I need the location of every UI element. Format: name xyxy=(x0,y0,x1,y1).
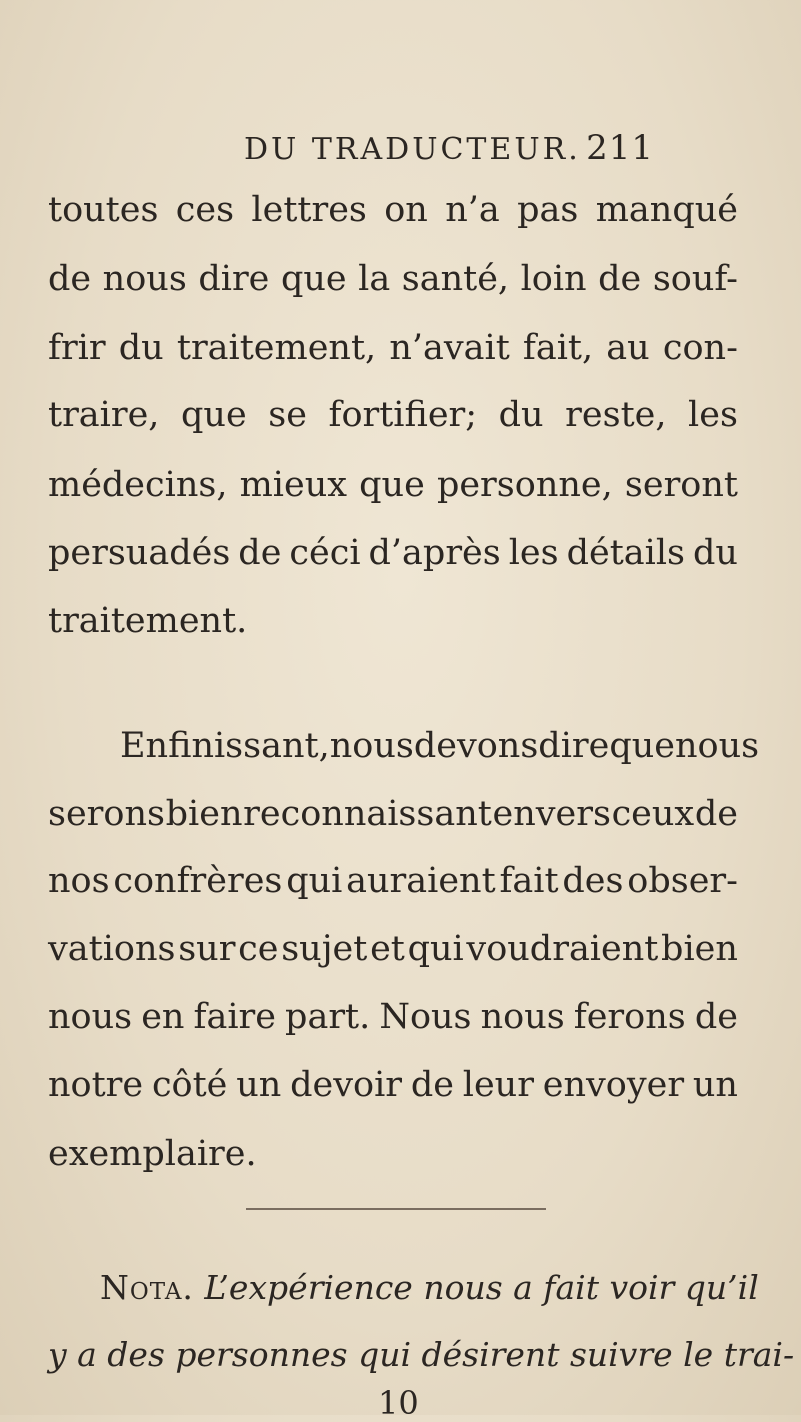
text-line xyxy=(48,533,738,573)
running-head xyxy=(244,128,654,180)
word: fait xyxy=(499,861,559,901)
word: que xyxy=(359,465,425,505)
word: nos xyxy=(48,861,110,901)
word: de xyxy=(694,997,738,1037)
word: devoir xyxy=(290,1065,402,1105)
word: ces xyxy=(175,190,235,230)
word: de xyxy=(410,1065,454,1105)
text-line xyxy=(48,794,738,834)
text-line xyxy=(48,861,738,901)
text-line xyxy=(120,726,760,766)
word: obser- xyxy=(627,861,738,901)
word: con- xyxy=(662,328,738,368)
word: devons xyxy=(413,726,539,766)
section-divider xyxy=(246,1208,546,1210)
word: Nous xyxy=(379,997,472,1037)
signature-mark: 10 xyxy=(378,1384,419,1422)
word: pas xyxy=(517,190,579,230)
word: du xyxy=(498,395,544,435)
word: se xyxy=(268,395,307,435)
word: persuadés xyxy=(48,533,231,573)
word: reste, xyxy=(565,395,667,435)
word: au xyxy=(606,328,650,368)
word: détails xyxy=(566,533,685,573)
text-line xyxy=(48,465,738,505)
word: toutes xyxy=(48,190,159,230)
text-line xyxy=(48,259,738,299)
text-line xyxy=(48,997,738,1037)
word: nous xyxy=(675,726,760,766)
word: faire xyxy=(193,997,276,1037)
word: nous xyxy=(480,997,565,1037)
footnote-text: y a des personnes qui désirent suivre le trai- xyxy=(48,1335,795,1374)
word: que xyxy=(280,259,347,299)
word: sujet xyxy=(281,929,368,969)
word: traitement, xyxy=(176,328,377,368)
word: céci xyxy=(289,533,361,573)
word: que xyxy=(181,395,247,435)
word: leur xyxy=(462,1065,534,1105)
word: des xyxy=(562,861,624,901)
word: personne, xyxy=(436,465,613,505)
word: mieux xyxy=(239,465,347,505)
text-line xyxy=(48,1134,738,1174)
word: nous xyxy=(102,259,187,299)
word: dire xyxy=(198,259,270,299)
word: un xyxy=(692,1065,738,1105)
word: voudraient xyxy=(466,929,659,969)
text-line xyxy=(48,328,738,368)
word: bien xyxy=(661,929,738,969)
word: fait, xyxy=(522,328,594,368)
word: de xyxy=(238,533,282,573)
word: exemplaire. xyxy=(48,1134,257,1174)
word: notre xyxy=(48,1065,144,1105)
word: les xyxy=(508,533,559,573)
word: de xyxy=(694,794,738,834)
word: nous xyxy=(48,997,133,1037)
text-line xyxy=(48,190,738,230)
word: fortifier; xyxy=(328,395,478,435)
word: ce xyxy=(238,929,279,969)
word: ceux xyxy=(611,794,695,834)
word: traire, xyxy=(48,395,160,435)
word: part. xyxy=(285,997,371,1037)
word: souf- xyxy=(652,259,738,299)
word: serons xyxy=(48,794,165,834)
footnote-line-2 xyxy=(48,1335,795,1374)
word: de xyxy=(48,259,92,299)
word: du xyxy=(118,328,164,368)
word: bien xyxy=(165,794,243,834)
word: et xyxy=(370,929,405,969)
word: dire xyxy=(538,726,610,766)
word: santé, xyxy=(401,259,510,299)
word: traitement. xyxy=(48,601,248,641)
word: frir xyxy=(48,328,106,368)
word: sur xyxy=(178,929,236,969)
footnote-label: Nota. xyxy=(100,1268,194,1307)
word: médecins, xyxy=(48,465,228,505)
word: ferons xyxy=(573,997,686,1037)
word: reconnaissant xyxy=(243,794,492,834)
word: En xyxy=(120,726,169,766)
word: de xyxy=(598,259,642,299)
word: on xyxy=(384,190,428,230)
word: les xyxy=(688,395,738,435)
word: du xyxy=(692,533,738,573)
word: qui xyxy=(286,861,343,901)
word: envers xyxy=(492,794,611,834)
page-number: 211 xyxy=(586,128,654,168)
word: nous xyxy=(329,726,414,766)
word: qui xyxy=(407,929,464,969)
word: confrères xyxy=(113,861,283,901)
word: que xyxy=(609,726,676,766)
footnote-line-1 xyxy=(100,1268,759,1307)
word: manqué xyxy=(595,190,738,230)
word: n’a xyxy=(445,190,500,230)
running-title: DU TRADUCTEUR. xyxy=(244,132,581,167)
word: un xyxy=(236,1065,282,1105)
word: loin xyxy=(520,259,587,299)
text-line xyxy=(48,929,738,969)
word: n’avait xyxy=(389,328,510,368)
word: d’après xyxy=(368,533,501,573)
word: auraient xyxy=(346,861,496,901)
word: vations xyxy=(48,929,176,969)
word: la xyxy=(358,259,391,299)
text-line xyxy=(48,601,738,641)
word: finissant, xyxy=(168,726,330,766)
text-line xyxy=(48,395,738,435)
footnote-text: L’expérience nous a fait voir qu’il xyxy=(204,1268,759,1307)
word: envoyer xyxy=(542,1065,685,1105)
word: lettres xyxy=(251,190,367,230)
text-line xyxy=(48,1065,738,1105)
word: côté xyxy=(151,1065,228,1105)
word: seront xyxy=(624,465,738,505)
word: en xyxy=(141,997,185,1037)
